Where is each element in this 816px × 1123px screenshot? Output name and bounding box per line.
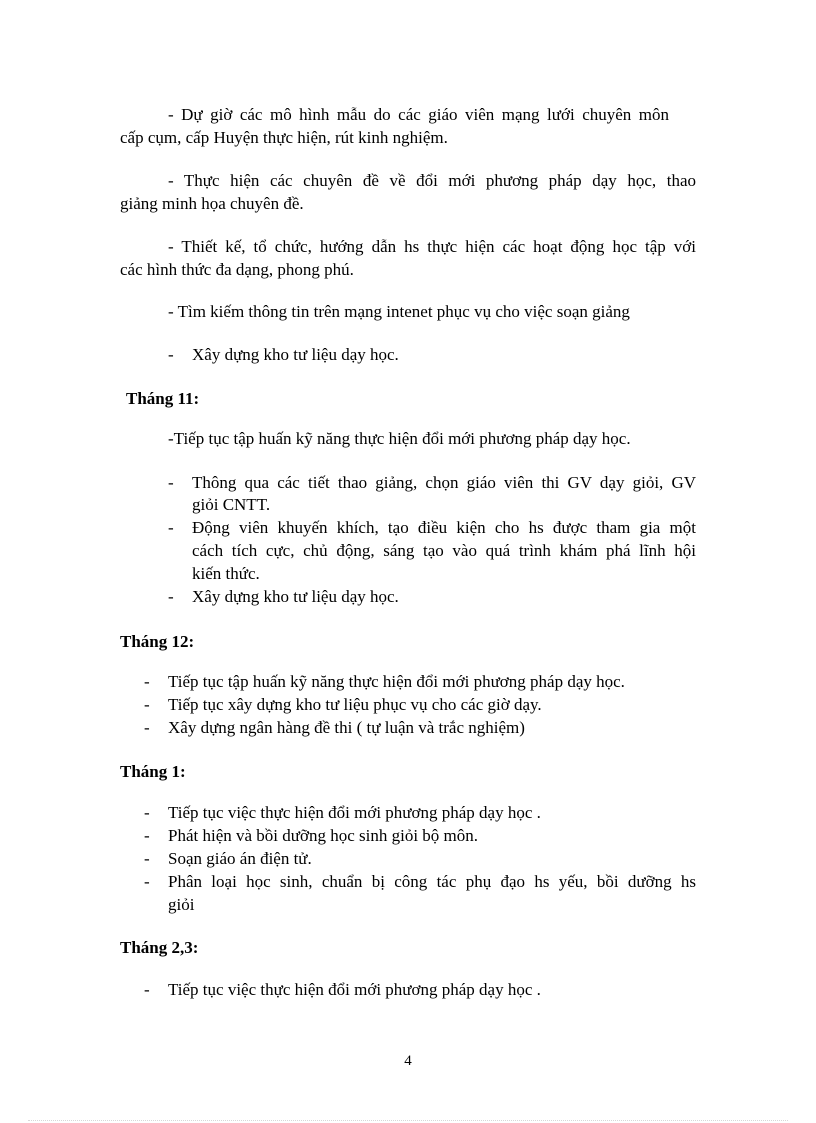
heading-thang-12: Tháng 12: [120,632,195,651]
thang-11-item-1-line-1: Thông qua các tiết thao giảng, chọn giáo viên thi GV dạy giỏi, GV [192,473,696,492]
page-bottom-edge [28,1120,788,1121]
thang-11-item-2-line-1: Động viên khuyến khích, tạo điều kiện cho hs được tham gia một [192,518,696,537]
bullet-dash: - [144,980,150,999]
intro-paragraph-3-line-1: - Thiết kế, tổ chức, hướng dẫn hs thực hiện các hoạt động học tập với [168,237,696,256]
thang-11-item-3: Xây dựng kho tư liệu dạy học. [192,587,399,606]
thang-11-item-1-line-2: giỏi CNTT. [192,495,271,514]
intro-paragraph-5: Xây dựng kho tư liệu dạy học. [192,345,399,364]
intro-paragraph-2-line-2: giảng minh họa chuyên đề. [120,194,304,213]
bullet-dash: - [144,718,150,737]
thang-11-first-item: -Tiếp tục tập huấn kỹ năng thực hiện đổi mới phương pháp dạy học. [168,429,631,448]
bullet-dash: - [144,695,150,714]
thang-1-item-3: Soạn giáo án điện tử. [168,849,312,868]
bullet-dash: - [168,518,174,537]
bullet-dash: - [144,803,150,822]
bullet-dash: - [144,849,150,868]
bullet-dash: - [168,345,174,364]
thang-2-3-item-1: Tiếp tục việc thực hiện đổi mới phương pháp dạy học . [168,980,541,999]
intro-paragraph-1-line-1: - Dự giờ các mô hình mẫu do các giáo viên mạng lưới chuyên môn [168,105,669,124]
thang-11-item-2-line-2: cách tích cực, chủ động, sáng tạo vào quá trình khám phá lĩnh hội [192,541,696,560]
bullet-dash: - [144,826,150,845]
bullet-dash: - [144,672,150,691]
bullet-dash: - [168,473,174,492]
thang-12-item-1: Tiếp tục tập huấn kỹ năng thực hiện đổi mới phương pháp dạy học. [168,672,625,691]
bullet-dash: - [168,587,174,606]
page-number: 4 [404,1053,412,1069]
heading-thang-2-3: Tháng 2,3: [120,938,199,957]
thang-12-item-2: Tiếp tục xây dựng kho tư liệu phục vụ cho các giờ dạy. [168,695,542,714]
heading-thang-1: Tháng 1: [120,762,186,781]
thang-11-item-2-line-3: kiến thức. [192,564,260,583]
bullet-dash: - [144,872,150,891]
intro-paragraph-2-line-1: - Thực hiện các chuyên đề về đổi mới phương pháp dạy học, thao [168,171,696,190]
thang-12-item-3: Xây dựng ngân hàng đề thi ( tự luận và trắc nghiệm) [168,718,525,737]
thang-1-item-4-line-1: Phân loại học sinh, chuẩn bị công tác phụ đạo hs yếu, bồi dưỡng hs [168,872,696,891]
thang-1-item-4-line-2: giỏi [168,895,195,914]
intro-paragraph-4: - Tìm kiếm thông tin trên mạng intenet phục vụ cho việc soạn giảng [168,302,630,321]
thang-1-item-2: Phát hiện và bồi dưỡng học sinh giỏi bộ môn. [168,826,479,845]
intro-paragraph-3-line-2: các hình thức đa dạng, phong phú. [120,260,354,279]
thang-1-item-1: Tiếp tục việc thực hiện đổi mới phương pháp dạy học . [168,803,541,822]
intro-paragraph-1-line-2: cấp cụm, cấp Huyện thực hiện, rút kinh nghiệm. [120,128,448,147]
heading-thang-11: Tháng 11: [126,389,200,408]
